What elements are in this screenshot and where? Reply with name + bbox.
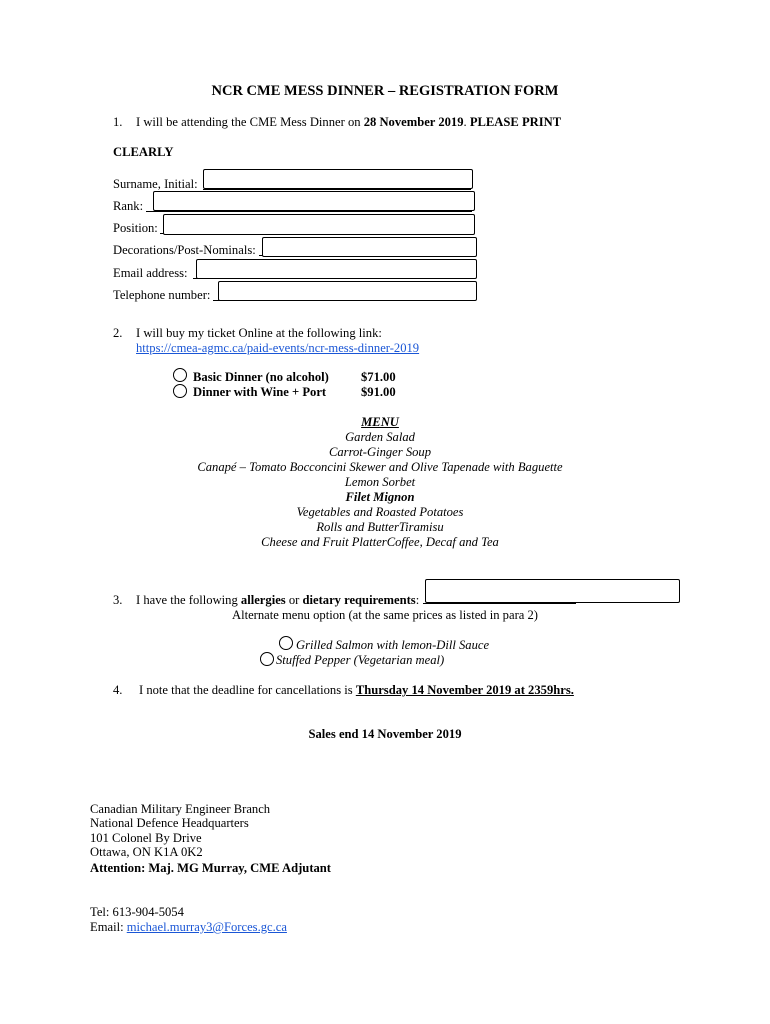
menu-item: Carrot-Ginger Soup xyxy=(328,445,432,459)
contact-tel: Tel: 613-904-5054 xyxy=(90,905,184,919)
address-line-4: Ottawa, ON K1A 0K2 xyxy=(90,845,203,859)
stuffed-pepper-label: Stuffed Pepper (Vegetarian meal) xyxy=(276,653,445,667)
email-field[interactable] xyxy=(196,259,477,279)
menu-item: Canapé – Tomato Bocconcini Skewer and Olive Tapenade with Baguette xyxy=(197,460,563,474)
menu-heading: MENU xyxy=(361,415,399,429)
email-label: Email address: xyxy=(113,266,188,280)
menu-item: Garden Salad xyxy=(345,430,415,444)
item-1-text xyxy=(136,115,561,130)
menu-item: Lemon Sorbet xyxy=(344,475,416,489)
menu-section xyxy=(150,415,610,550)
rank-label: Rank: xyxy=(113,199,144,213)
menu-item: Rolls and ButterTiramisu xyxy=(316,520,444,534)
page-title: NCR CME MESS DINNER – REGISTRATION FORM xyxy=(211,83,559,99)
basic-dinner-radio[interactable] xyxy=(173,368,187,382)
dinner-date: 28 November 2019 xyxy=(363,115,464,129)
item-3-or: or xyxy=(285,593,303,607)
clearly-label: CLEARLY xyxy=(113,145,174,159)
wine-dinner-price: $91.00 xyxy=(361,385,396,399)
decorations-label: Decorations/Post-Nominals: xyxy=(113,243,256,257)
position-label: Position: xyxy=(113,221,158,235)
item-2-number: 2. xyxy=(113,326,123,340)
stuffed-pepper-radio[interactable] xyxy=(260,652,274,666)
contact-email xyxy=(90,920,287,935)
menu-item-main: Filet Mignon xyxy=(345,490,415,504)
address-line-3: 101 Colonel By Drive xyxy=(90,831,202,845)
item-1-number: 1. xyxy=(113,115,123,129)
attention-line: Attention: Maj. MG Murray, CME Adjutant xyxy=(90,861,332,875)
rank-field[interactable] xyxy=(153,191,475,211)
item-3-text xyxy=(136,593,419,608)
cancellation-deadline: Thursday 14 November 2019 at 2359hrs. xyxy=(355,683,574,697)
item-4-number: 4. xyxy=(113,683,123,697)
please-print: PLEASE PRINT xyxy=(469,115,562,129)
wine-dinner-radio[interactable] xyxy=(173,384,187,398)
item-4-text xyxy=(139,683,574,698)
surname-label: Surname, Initial: xyxy=(113,177,198,191)
sales-end: Sales end 14 November 2019 xyxy=(308,727,462,741)
telephone-field[interactable] xyxy=(218,281,477,301)
allergies-word: allergies xyxy=(240,593,286,607)
menu-item: Vegetables and Roasted Potatoes xyxy=(296,505,464,519)
item-4-lead: I note that the deadline for cancellations is xyxy=(139,683,356,697)
item-2-text: I will buy my ticket Online at the following link: xyxy=(136,326,382,340)
basic-dinner-price: $71.00 xyxy=(361,370,396,384)
menu-item: Cheese and Fruit PlatterCoffee, Decaf and Tea xyxy=(261,535,499,549)
contact-email-label: Email: xyxy=(90,920,127,934)
ticket-link[interactable]: https://cmea-agmc.ca/paid-events/ncr-mess-dinner-2019 xyxy=(136,341,420,355)
address-line-1: Canadian Military Engineer Branch xyxy=(90,802,271,816)
item-1-lead: I will be attending the CME Mess Dinner on xyxy=(136,115,364,129)
dietary-word: dietary requirements xyxy=(302,593,416,607)
telephone-label: Telephone number: xyxy=(113,288,211,302)
salmon-radio[interactable] xyxy=(279,636,293,650)
decorations-field[interactable] xyxy=(262,237,477,257)
position-field[interactable] xyxy=(163,214,475,235)
contact-email-link[interactable]: michael.murray3@Forces.gc.ca xyxy=(126,920,287,934)
item-1-sep: . xyxy=(463,115,470,129)
item-3-colon: : xyxy=(415,593,420,607)
address-line-2: National Defence Headquarters xyxy=(90,816,249,830)
surname-field[interactable] xyxy=(203,169,473,189)
wine-dinner-label: Dinner with Wine + Port xyxy=(193,385,327,399)
alternate-menu-note: Alternate menu option (at the same prices as listed in para 2) xyxy=(232,608,538,622)
item-3-number: 3. xyxy=(113,593,123,607)
item-3-lead: I have the following xyxy=(136,593,241,607)
dietary-field[interactable] xyxy=(425,579,680,603)
salmon-label: Grilled Salmon with lemon-Dill Sauce xyxy=(296,638,490,652)
basic-dinner-label: Basic Dinner (no alcohol) xyxy=(193,370,329,384)
